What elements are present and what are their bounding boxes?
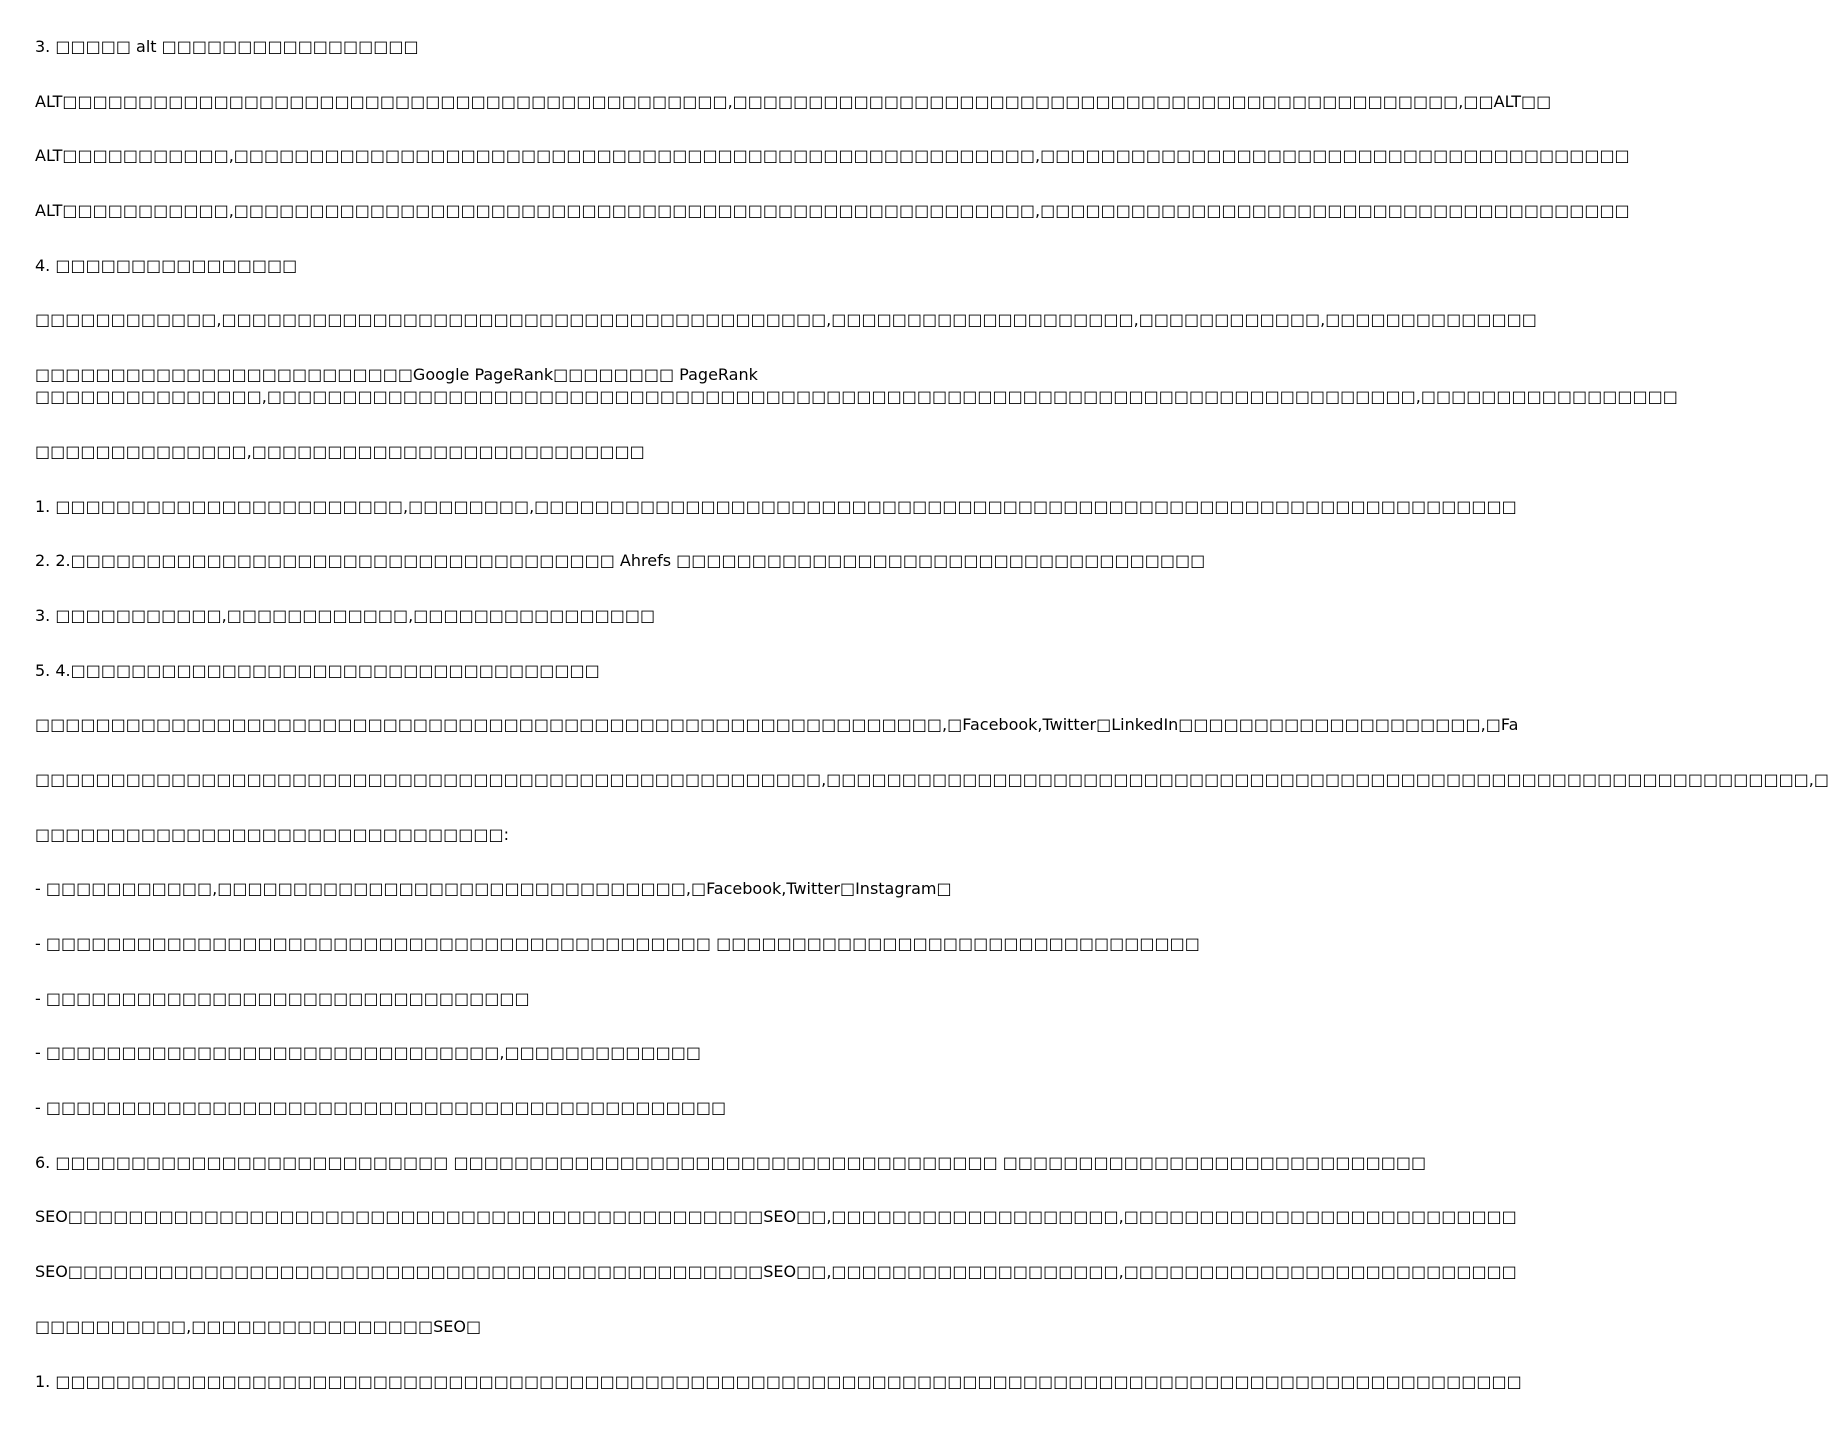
paragraph-pagerank: □□□□□□□□□□□□□□□□□□□□□□□□□Google PageRank□□□□□□□□ PageRank □□□□□□□□□□□□□□□,□□□□□□□□□□□□□□□□□□□□□□□□□□□□□□□□□□□□□□□□□□□□□□□□□□□□□□□□□□□□□□□□□□□□□□□□□□□□,□□□□□□□□□□□□□□□□□ (35, 365, 1678, 407)
paragraph-seo: SEO□□□□□□□□□□□□□□□□□□□□□□□□□□□□□□□□□□□□□□□□□□□□□□SEO□□,□□□□□□□□□□□□□□□□□□□,□□□□□□□□□□□□□□□□□□□□□□□□□□ (35, 1262, 1517, 1282)
heading-alt-optimization: 3. □□□□□ alt □□□□□□□□□□□□□□□□□ (35, 37, 419, 56)
heading-section-5: 5. 4.□□□□□□□□□□□□□□□□□□□□□□□□□□□□□□□□□□□ (35, 660, 600, 680)
heading-section-4: 4. □□□□□□□□□□□□□□□□ (35, 255, 298, 275)
list-item: 1. □□□□□□□□□□□□□□□□□□□□□□□□□□□□□□□□□□□□□□□□□□□□□□□□□□□□□□□□□□□□□□□□□□□□□□□□□□□□□□□□□□□□□□□□□□□□□□□□□ (35, 1371, 1522, 1391)
paragraph: ALT□□□□□□□□□□□,□□□□□□□□□□□□□□□□□□□□□□□□□□□□□□□□□□□□□□□□□□□□□□□□□□□□□,□□□□□□□□□□□□□□□□□□□□□□□□□□□□□□□□□□□□□□□ (35, 201, 1630, 221)
bullet-item: - □□□□□□□□□□□□□□□□□□□□□□□□□□□□□□,□□□□□□□□□□□□□ (35, 1043, 701, 1063)
bullet-item: - □□□□□□□□□□□,□□□□□□□□□□□□□□□□□□□□□□□□□□□□□□□,□Facebook,Twitter□Instagram□ (35, 879, 952, 899)
bullet-item: - □□□□□□□□□□□□□□□□□□□□□□□□□□□□□□□□ (35, 988, 530, 1008)
paragraph: □□□□□□□□□□,□□□□□□□□□□□□□□□□SEO□ (35, 1316, 482, 1336)
paragraph-social: □□□□□□□□□□□□□□□□□□□□□□□□□□□□□□□□□□□□□□□□□□□□□□□□□□□□□□□□□□□□,□Facebook,Twitter□LinkedIn□□□□□□□□□□□□□□□□□□□□,□Fa (35, 715, 1519, 735)
paragraph: ALT□□□□□□□□□□□,□□□□□□□□□□□□□□□□□□□□□□□□□□□□□□□□□□□□□□□□□□□□□□□□□□□□□,□□□□□□□□□□□□□□□□□□□□□□□□□□□□□□□□□□□□□□□ (35, 146, 1630, 166)
list-item: 1. □□□□□□□□□□□□□□□□□□□□□□□,□□□□□□□□,□□□□□□□□□□□□□□□□□□□□□□□□□□□□□□□□□□□□□□□□□□□□□□□□□□□□□□□□□□□□□□□□□ (35, 496, 1517, 516)
bullet-item: - □□□□□□□□□□□□□□□□□□□□□□□□□□□□□□□□□□□□□□□□□□□□□ (35, 1098, 727, 1118)
paragraph: □□□□□□□□□□□□,□□□□□□□□□□□□□□□□□□□□□□□□□□□□□□□□□□□□□□□□,□□□□□□□□□□□□□□□□□□□□,□□□□□□□□□□□□,□□□□□□□□□□□□□□ (35, 310, 1537, 330)
paragraph: □□□□□□□□□□□□□□,□□□□□□□□□□□□□□□□□□□□□□□□□□ (35, 441, 645, 461)
bullet-item: - □□□□□□□□□□□□□□□□□□□□□□□□□□□□□□□□□□□□□□□□□□□□ □□□□□□□□□□□□□□□□□□□□□□□□□□□□□□□□ (35, 934, 1200, 953)
document-body (35, 36, 1829, 1393)
list-item: 3. □□□□□□□□□□□,□□□□□□□□□□□□,□□□□□□□□□□□□□□□□ (35, 605, 656, 625)
list-item-ahrefs: 2. 2.□□□□□□□□□□□□□□□□□□□□□□□□□□□□□□□□□□□□ Ahrefs □□□□□□□□□□□□□□□□□□□□□□□□□□□□□□□□□□□ (35, 551, 1206, 571)
heading-section-6: 6. □□□□□□□□□□□□□□□□□□□□□□□□□□ □□□□□□□□□□□□□□□□□□□□□□□□□□□□□□□□□□□□ □□□□□□□□□□□□□□□□□□□□□□□□□□□□ (35, 1152, 1427, 1172)
paragraph-seo: SEO□□□□□□□□□□□□□□□□□□□□□□□□□□□□□□□□□□□□□□□□□□□□□□SEO□□,□□□□□□□□□□□□□□□□□□□,□□□□□□□□□□□□□□□□□□□□□□□□□□ (35, 1207, 1517, 1227)
paragraph: ALT□□□□□□□□□□□□□□□□□□□□□□□□□□□□□□□□□□□□□□□□□□□□,□□□□□□□□□□□□□□□□□□□□□□□□□□□□□□□□□□□□□□□□□□□□□□□□,□□ALT□□ (35, 91, 1552, 111)
paragraph: □□□□□□□□□□□□□□□□□□□□□□□□□□□□□□□: (35, 824, 510, 844)
paragraph: □□□□□□□□□□□□□□□□□□□□□□□□□□□□□□□□□□□□□□□□□□□□□□□□□□□□,□□□□□□□□□□□□□□□□□□□□□□□□□□□□□□□□□□□□□□□□□□□□□□□□□□□□□□□□□□□□□□□□□,□ (35, 769, 1829, 789)
